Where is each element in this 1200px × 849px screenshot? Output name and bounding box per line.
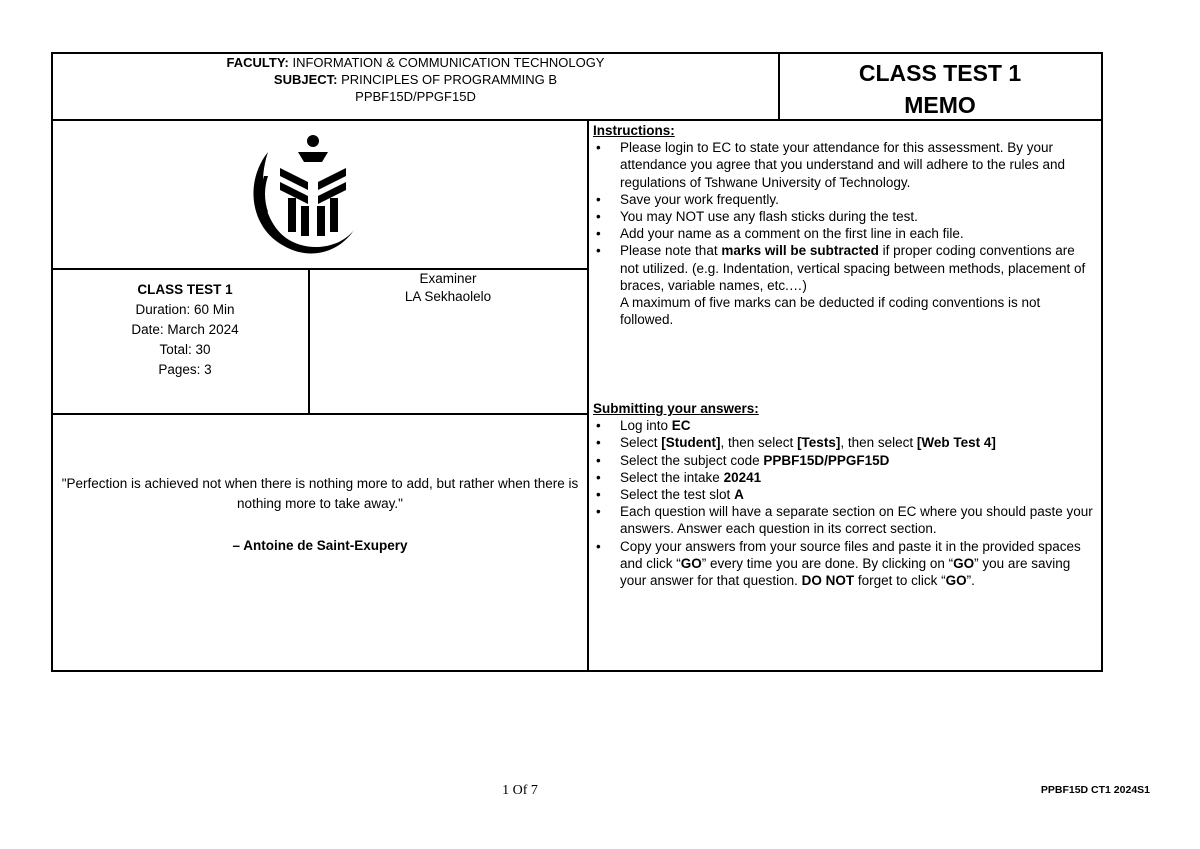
examiner-label: Examiner (419, 271, 477, 286)
list-item: • Copy your answers from your source files and paste it in the provided spaces and click “GO” every time you are done. By clicking on “GO” you are saving your answer for that question. DO NOT forget to click “GO”. (596, 538, 1081, 589)
details-duration: Duration: 60 Min (135, 302, 235, 317)
examiner-name: LA Sekhaolelo (404, 289, 492, 304)
page-number: 1 Of 7 (502, 783, 538, 798)
bullet-icon: • (596, 243, 601, 259)
faculty-line: FACULTY: INFORMATION & COMMUNICATION TECHNOLOGY (226, 55, 605, 70)
list-item: • Add your name as a comment on the first line in each file. (596, 226, 964, 242)
list-item: • Log into EC (596, 418, 691, 434)
subject-code: PPBF15D/PPGF15D (355, 89, 476, 104)
subject-line: SUBJECT: PRINCIPLES OF PROGRAMMING B (273, 72, 558, 87)
marks-note: A maximum of five marks can be deducted if coding conventions is not followed. (620, 295, 1041, 328)
test-details (60, 280, 310, 380)
bullet-icon: • (596, 452, 601, 468)
document-code: PPBF15D CT1 2024S1 (1040, 784, 1150, 796)
bullet-icon: • (596, 209, 601, 225)
submitting-list (593, 417, 1097, 589)
list-item: • Please note that marks will be subtracted if proper coding conventions are not utilized. (e.g. Indentation, vertical spacing between methods, placement of braces, variable names, etc.…) (596, 243, 1086, 293)
quote-author: – Antoine de Saint-Exupery (232, 538, 408, 553)
list-item: • Select the intake 20241 (596, 469, 762, 485)
bullet-icon: • (596, 487, 601, 503)
instructions-section (593, 122, 1097, 328)
university-logo (250, 128, 366, 258)
bullet-icon: • (596, 226, 601, 242)
details-title: CLASS TEST 1 (137, 282, 233, 297)
list-item: • Select the subject code PPBF15D/PPGF15D (596, 452, 890, 468)
meta-bottom-line (51, 413, 588, 415)
details-pages: Pages: 3 (158, 362, 212, 377)
examiner-block (310, 270, 586, 306)
quote-text: "Perfection is achieved not when there is nothing more to add, but rather when there is nothing more to take away." (61, 476, 579, 511)
bullet-icon: • (596, 504, 601, 520)
memo-title: MEMO (904, 92, 976, 118)
test-title-block (780, 58, 1100, 120)
bullet-icon: • (596, 435, 601, 451)
list-item: • Each question will have a separate section on EC where you should paste your answers. Answer each question in its correct section. (596, 504, 1093, 537)
bullet-icon: • (596, 469, 601, 485)
bullet-icon: • (596, 140, 601, 156)
instructions-heading: Instructions: (593, 123, 675, 138)
submitting-section (593, 400, 1097, 589)
instructions-list (593, 139, 1097, 294)
faculty-header (52, 54, 779, 105)
details-date: Date: March 2024 (131, 322, 239, 337)
bullet-icon: • (596, 418, 601, 434)
list-item: • Select [Student], then select [Tests], then select [Web Test 4] (596, 435, 996, 451)
list-item: • Please login to EC to state your attendance for this assessment. By your attendance you agree that you understand and will adhere to the rules and regulations of Tshwane University of Technology. (596, 140, 1066, 190)
column-divider (587, 119, 589, 672)
list-item: • You may NOT use any flash sticks during the test. (596, 209, 918, 225)
bullet-icon: • (596, 191, 601, 207)
list-item: • Save your work frequently. (596, 191, 779, 207)
bullet-icon: • (596, 538, 601, 554)
submitting-heading: Submitting your answers: (593, 401, 759, 416)
details-total: Total: 30 (159, 342, 211, 357)
test-title: CLASS TEST 1 (858, 60, 1022, 86)
list-item: • Select the test slot A (596, 487, 744, 503)
